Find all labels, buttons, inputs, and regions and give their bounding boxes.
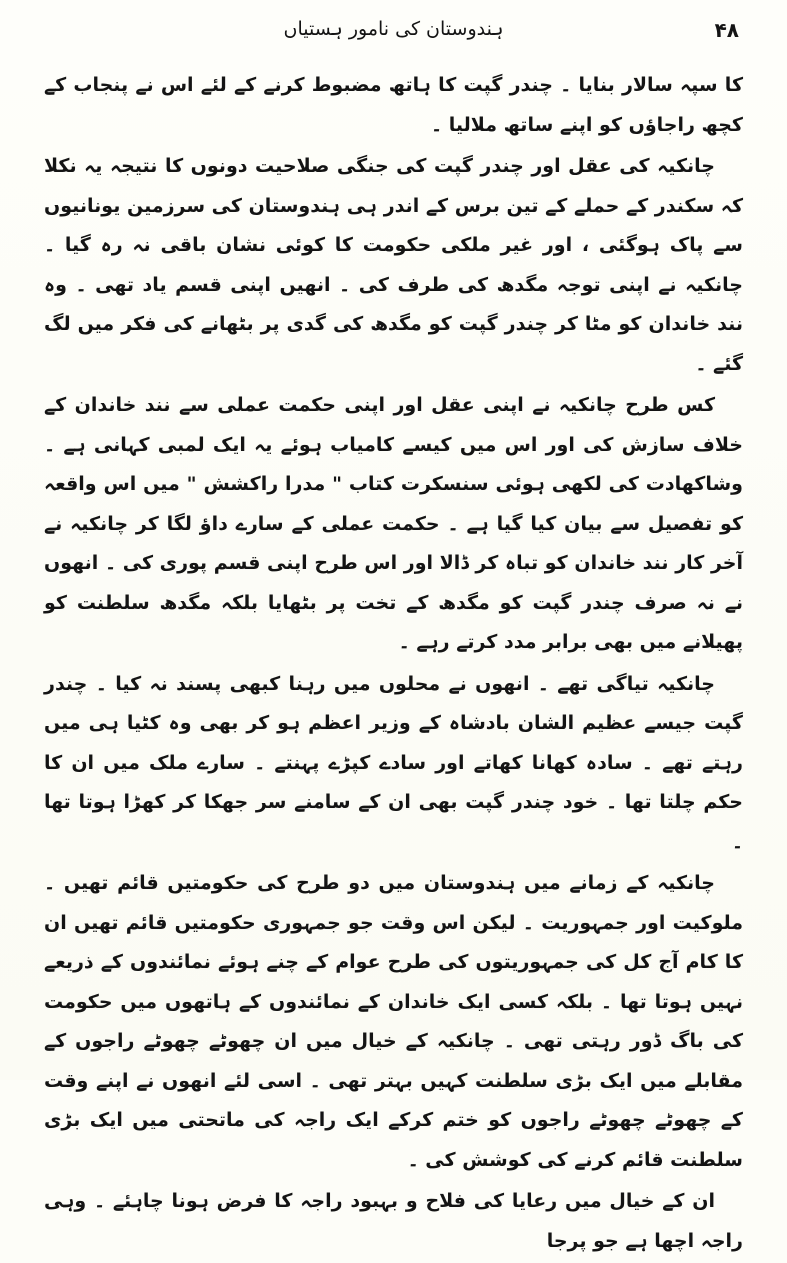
body-text	[44, 66, 743, 1263]
page-number: ۴۸	[714, 18, 739, 42]
paragraph: ان کے خیال میں رعایا کی فلاح و بہبود راجہ کا فرض ہونا چاہئے ۔ وہی راجہ اچھا ہے جو پرجا	[44, 1190, 743, 1252]
page-header	[40, 18, 747, 54]
paragraph: چانکیہ تیاگی تھے ۔ انھوں نے محلوں میں رہنا کبھی پسند نہ کیا ۔ چندر گپت جیسے عظیم الشان بادشاہ کے وزیر اعظم ہو کر بھی وہ کٹیا ہی میں رہتے تھے ۔ سادہ کھانا کھاتے اور سادے کپڑے پہنتے ۔ سارے ملک میں ان کا حکم چلتا تھا ۔ خود چندر گپت بھی ان کے سامنے سر جھکا کر کھڑا ہوتا تھا ۔	[44, 672, 743, 853]
paragraph: چانکیہ کی عقل اور چندر گپت کی جنگی صلاحیت دونوں کا نتیجہ یہ نکلا کہ سکندر کے حملے کے تین برس کے اندر ہی ہندوستان کی سرزمین یونانیوں سے پاک ہوگئی ، اور غیر ملکی حکومت کا کوئی نشان باقی نہ رہ گیا ۔ چانکیہ نے اپنی توجہ مگدھ کی طرف کی ۔ انھیں اپنی قسم یاد تھی ۔ وہ نند خاندان کو مٹا کر چندر گپت کو مگدھ کی گدی پر بٹھانے کی فکر میں لگ گئے ۔	[44, 155, 743, 375]
paragraph: کس طرح چانکیہ نے اپنی عقل اور اپنی حکمت عملی سے نند خاندان کے خلاف سازش کی اور اس میں کیسے کامیاب ہوئے یہ ایک لمبی کہانی ہے ۔ وشاکھادت کی لکھی ہوئی سنسکرت کتاب " مدرا راکشش " میں اس واقعہ کو تفصیل سے بیان کیا گیا ہے ۔ حکمت عملی کے سارے داؤ لگا کر چانکیہ نے آخر کار نند خاندان کو تباہ کر ڈالا اور اس طرح اپنی قسم پوری کی ۔ انھوں نے نہ صرف چندر گپت کو مگدھ کے تخت پر بٹھایا بلکہ مگدھ سلطنت کو پھیلانے میں بھی برابر مدد کرتے رہے ۔	[44, 394, 743, 653]
paragraph: چانکیہ کے زمانے میں ہندوستان میں دو طرح کی حکومتیں قائم تھیں ۔ ملوکیت اور جمہوریت ۔ لیکن اس وقت جو جمہوری حکومتیں قائم تھیں ان کا کام آج کل کی جمہوریتوں کی طرح عوام کے چنے ہوئے نمائندوں کے ذریعے نہیں ہوتا تھا ۔ بلکہ کسی ایک خاندان کے نمائندوں کے ہاتھوں میں حکومت کی باگ ڈور رہتی تھی ۔ چانکیہ کے خیال میں ان چھوٹے چھوٹے راجوں کے مقابلے میں ایک بڑی سلطنت کہیں بہتر تھی ۔ اسی لئے انھوں نے اپنے وقت کے چھوٹے چھوٹے راجوں کو ختم کرکے ایک راجہ کی ماتحتی میں ایک بڑی سلطنت قائم کرنے کی کوشش کی ۔	[44, 872, 743, 1171]
paragraph: کا سپہ سالار بنایا ۔ چندر گپت کا ہاتھ مضبوط کرنے کے لئے اس نے پنجاب کے کچھ راجاؤں کو اپنے ساتھ ملالیا ۔	[44, 74, 743, 136]
running-title: ہندوستان کی نامور ہستیاں	[283, 18, 504, 40]
